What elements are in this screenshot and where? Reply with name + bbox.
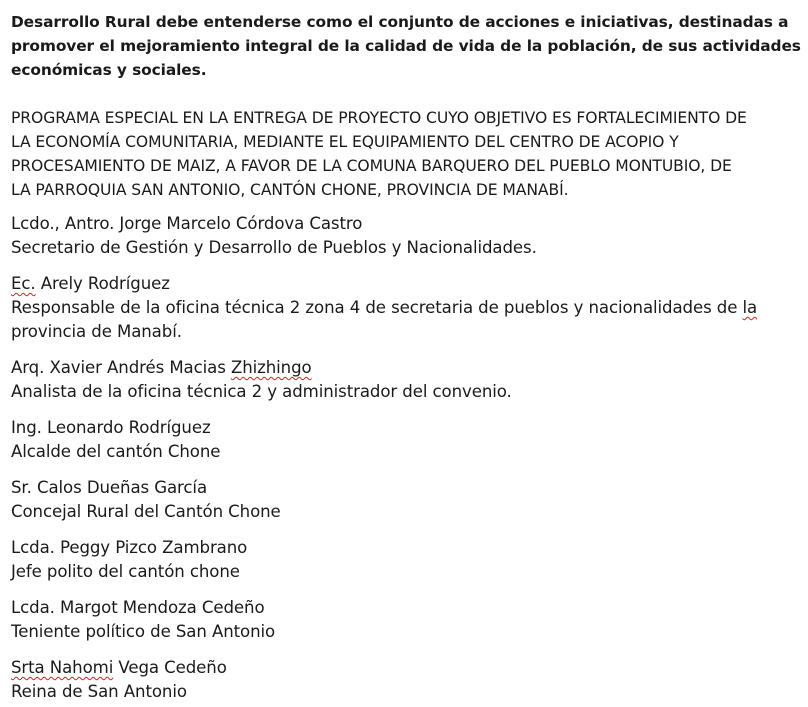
person-name: Ing. Leonardo Rodríguez: [11, 418, 211, 437]
spellcheck-flagged-word[interactable]: la: [742, 298, 758, 317]
person-name: Lcdo., Antro. Jorge Marcelo Córdova Castro: [11, 214, 363, 233]
intro-line: Desarrollo Rural debe entenderse como el conjunto de acciones e iniciativas, destinadas a: [11, 13, 789, 31]
program-line: LA ECONOMÍA COMUNITARIA, MEDIANTE EL EQUIPAMIENTO DEL CENTRO DE ACOPIO Y: [11, 133, 679, 151]
person-name: [11, 656, 801, 680]
person-role: Teniente político de San Antonio: [11, 622, 276, 641]
intro-line: económicas y sociales.: [11, 61, 207, 79]
document-body: [11, 10, 801, 704]
person-name: Lcda. Peggy Pizco Zambrano: [11, 538, 248, 557]
person-name-rest: Arely Rodríguez: [35, 274, 170, 293]
intro-line: promover el mejoramiento integral de la calidad de vida de la población, de sus actividades: [11, 37, 801, 55]
spellcheck-flagged-word[interactable]: Srta Nahomi: [11, 658, 114, 677]
person-role-text: Responsable de la oficina técnica 2 zona 4 de secretaria de pueblos y nacionalidades de: [11, 298, 743, 317]
program-line: LA PARROQUIA SAN ANTONIO, CANTÓN CHONE, PROVINCIA DE MANABÍ.: [11, 181, 569, 199]
person-block-rodriguez-arely: [11, 272, 801, 344]
intro-paragraph: [11, 10, 801, 82]
person-role: Reina de San Antonio: [11, 682, 187, 701]
person-block-vega: [11, 656, 801, 704]
person-name: Sr. Calos Dueñas García: [11, 478, 208, 497]
person-role: Secretario de Gestión y Desarrollo de Pueblos y Nacionalidades.: [11, 238, 537, 257]
spellcheck-flagged-word[interactable]: Zhizhingo: [230, 358, 312, 377]
person-block-duenas: [11, 476, 801, 524]
program-line: PROGRAMA ESPECIAL EN LA ENTREGA DE PROYECTO CUYO OBJETIVO ES FORTALECIMIENTO DE: [11, 109, 747, 127]
person-role: provincia de Manabí.: [11, 322, 182, 341]
person-block-pizco: [11, 536, 801, 584]
person-role: Alcalde del cantón Chone: [11, 442, 221, 461]
person-block-rodriguez-leonardo: [11, 416, 801, 464]
person-name-rest: Arq. Xavier Andrés Macias: [11, 358, 231, 377]
spellcheck-flagged-word[interactable]: Ec.: [11, 274, 36, 293]
person-role: Jefe polito del cantón chone: [11, 562, 240, 581]
person-name: Lcda. Margot Mendoza Cedeño: [11, 598, 265, 617]
person-block-mendoza: [11, 596, 801, 644]
person-role: Concejal Rural del Cantón Chone: [11, 502, 281, 521]
person-name: [11, 272, 801, 296]
person-name-rest: Vega Cedeño: [113, 658, 227, 677]
person-block-macias: [11, 356, 801, 404]
person-role: Analista de la oficina técnica 2 y administrador del convenio.: [11, 382, 512, 401]
person-block-cordova: [11, 212, 801, 260]
person-role: [11, 296, 801, 320]
program-paragraph: [11, 106, 801, 202]
person-name: [11, 356, 801, 380]
program-line: PROCESAMIENTO DE MAIZ, A FAVOR DE LA COMUNA BARQUERO DEL PUEBLO MONTUBIO, DE: [11, 157, 732, 175]
